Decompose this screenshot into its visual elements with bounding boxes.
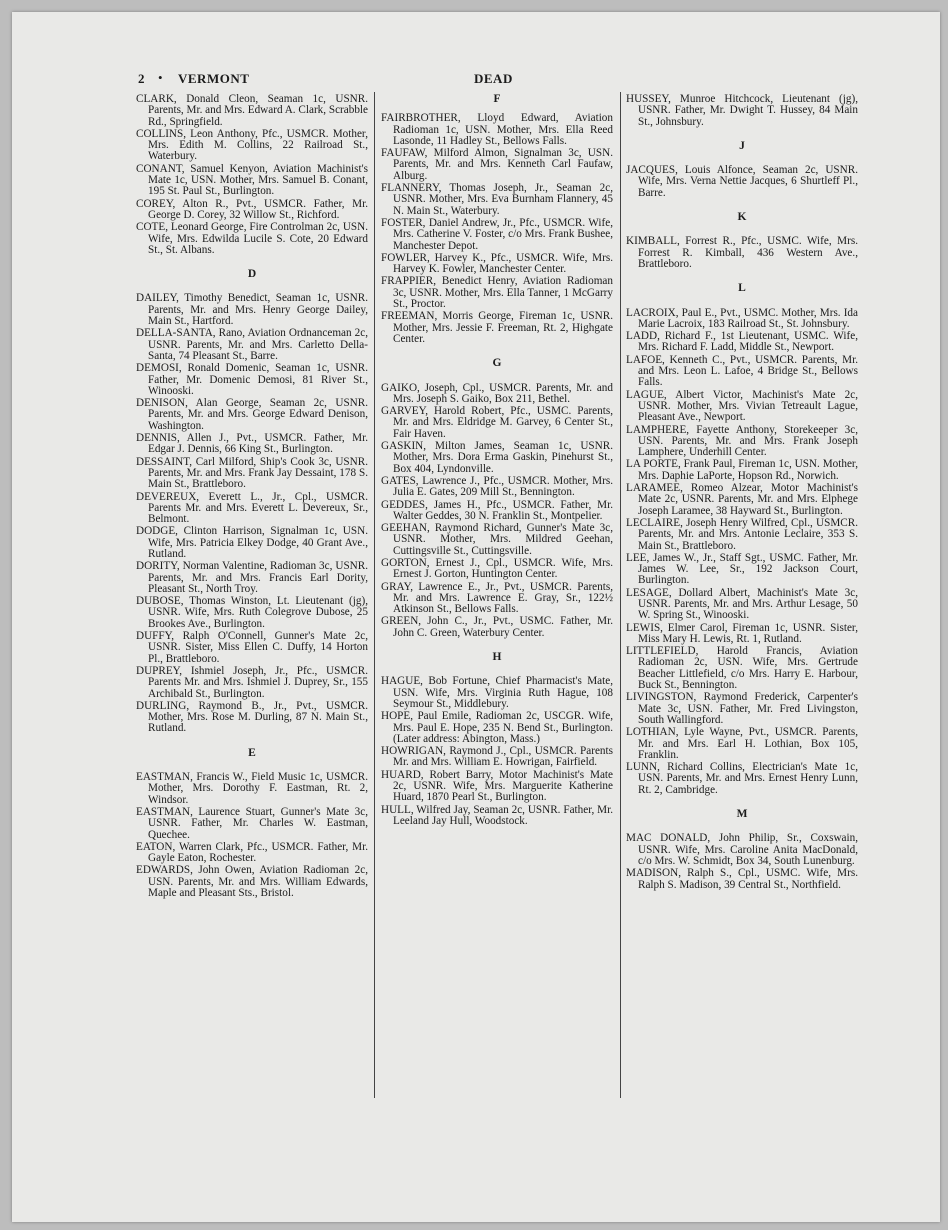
casualty-entry: FREEMAN, Morris George, Fireman 1c, USNR. Mother, Mrs. Jessie F. Freeman, Rt. 2, Highgate Center.	[381, 310, 613, 345]
casualty-entry: DURLING, Raymond B., Jr., Pvt., USMCR. Mother, Mrs. Rose M. Durling, 87 N. Main St., Rutland.	[136, 699, 368, 735]
casualty-entry: FOWLER, Harvey K., Pfc., USMCR. Wife, Mrs. Harvey K. Fowler, Manchester Center.	[381, 251, 613, 276]
casualty-entry: LECLAIRE, Joseph Henry Wilfred, Cpl., USMCR. Parents, Mr. and Mrs. Antonie Leclaire, 353 S. Main St., Brattleboro.	[626, 516, 858, 552]
casualty-entry: LEE, James W., Jr., Staff Sgt., USMC. Father, Mr. James W. Lee, Sr., 192 Jackson Court, Burlington.	[626, 551, 858, 587]
section-letter: E	[248, 746, 256, 759]
casualty-entry: LAMPHERE, Fayette Anthony, Storekeeper 3c, USN. Parents, Mr. and Mrs. Frank Joseph Lamphere, Underhill Center.	[626, 423, 858, 459]
casualty-entry: DORITY, Norman Valentine, Radioman 3c, USNR. Parents, Mr. and Mrs. Francis Earl Dority, Pleasant St., North Troy.	[136, 560, 368, 595]
casualty-entry: GASKIN, Milton James, Seaman 1c, USNR. Mother, Mrs. Dora Erma Gaskin, Pinehurst St., Box 404, Lyndonville.	[381, 440, 613, 475]
casualty-entry: DUPREY, Ishmiel Joseph, Jr., Pfc., USMCR. Parents Mr. and Mrs. Ishmiel J. Duprey, Sr., 155 Archibald St., Burlington.	[136, 664, 368, 700]
page-header	[134, 69, 874, 91]
casualty-entry: EASTMAN, Francis W., Field Music 1c, USMCR. Mother, Mrs. Dorothy F. Eastman, Rt. 2, Windsor.	[136, 771, 368, 806]
section-letter: F	[493, 93, 501, 105]
section-letter: M	[736, 808, 748, 821]
casualty-entry: HUARD, Robert Barry, Motor Machinist's Mate 2c, USNR. Wife, Mrs. Marguerite Katherine Huard, 1870 Pearl St., Burlington.	[381, 768, 613, 804]
section-letter: H	[492, 651, 502, 664]
column-2	[381, 94, 613, 828]
document-page	[12, 12, 940, 1222]
casualty-entry: DESSAINT, Carl Milford, Ship's Cook 3c, USNR. Parents, Mr. and Mrs. Frank Jay Dessaint, 178 S. Main St., Brattleboro.	[136, 455, 368, 491]
casualty-entry: JACQUES, Louis Alfonce, Seaman 2c, USNR. Wife, Mrs. Verna Nettie Jacques, 6 Shurtleff Pl., Barre.	[626, 164, 858, 199]
column-3	[626, 94, 858, 892]
casualty-entry: LIVINGSTON, Raymond Frederick, Carpenter's Mate 3c, USN. Father, Mr. Fred Livingston, South Wallingford.	[626, 691, 858, 726]
casualty-entry: LA PORTE, Frank Paul, Fireman 1c, USN. Mother, Mrs. Daphie LaPorte, Hopson Rd., Norwich.	[626, 458, 858, 482]
casualty-entry: EATON, Warren Clark, Pfc., USMCR. Father, Mr. Gayle Eaton, Rochester.	[136, 840, 368, 865]
casualty-entry: COLLINS, Leon Anthony, Pfc., USMCR. Mother, Mrs. Edith M. Collins, 22 Railroad St., Waterbury.	[136, 127, 368, 163]
casualty-entry: FAIRBROTHER, Lloyd Edward, Aviation Radioman 1c, USN. Mother, Mrs. Ella Reed Lasonde, 11 Hadley St., Bellows Falls.	[381, 112, 613, 147]
casualty-entry: FOSTER, Daniel Andrew, Jr., Pfc., USMCR. Wife, Mrs. Catherine V. Foster, c/o Mrs. Frank Bushee, Manchester Depot.	[381, 216, 613, 252]
casualty-entry: KIMBALL, Forrest R., Pfc., USMC. Wife, Mrs. Forrest R. Kimball, 436 Western Ave., Brattleboro.	[626, 235, 858, 270]
casualty-entry: COTE, Leonard George, Fire Controlman 2c, USN. Wife, Mrs. Edwilda Lucile S. Cote, 20 Edward St., St. Albans.	[136, 221, 368, 256]
column-1	[136, 94, 368, 900]
casualty-entry: GORTON, Ernest J., Cpl., USMCR. Wife, Mrs. Ernest J. Gorton, Huntington Center.	[381, 556, 613, 581]
casualty-entry: DENISON, Alan George, Seaman 2c, USNR. Parents, Mr. and Mrs. George Edward Denison, Washington.	[136, 397, 368, 432]
casualty-entry: EASTMAN, Laurence Stuart, Gunner's Mate 3c, USNR. Father, Mr. Charles W. Eastman, Quechee.	[136, 805, 368, 841]
casualty-entry: LARAMEE, Romeo Alzear, Motor Machinist's Mate 2c, USNR. Parents, Mr. and Mrs. Elphege Joseph Laramee, 38 Hayward St., Burlington.	[626, 482, 858, 517]
casualty-entry: DAILEY, Timothy Benedict, Seaman 1c, USNR. Parents, Mr. and Mrs. Henry George Dailey, Main St., Hartford.	[136, 292, 368, 328]
casualty-entry: HAGUE, Bob Fortune, Chief Pharmacist's Mate, USN. Wife, Mrs. Virginia Ruth Hague, 108 Seymour St., Middlebury.	[381, 675, 613, 710]
casualty-entry: GATES, Lawrence J., Pfc., USMCR. Mother, Mrs. Julia E. Gates, 209 Mill St., Bennington.	[381, 474, 613, 499]
casualty-entry: LUNN, Richard Collins, Electrician's Mate 1c, USN. Parents, Mr. and Mrs. Ernest Henry Lunn, Rt. 2, Cambridge.	[626, 761, 858, 796]
casualty-entry: CLARK, Donald Cleon, Seaman 1c, USNR. Parents, Mr. and Mrs. Edward A. Clark, Scrabble Rd., Springfield.	[136, 93, 368, 128]
casualty-entry: DENNIS, Allen J., Pvt., USMCR. Father, Mr. Edgar J. Dennis, 66 King St., Burlington.	[136, 432, 368, 456]
section-letter: D	[247, 268, 257, 281]
casualty-entry: FAUFAW, Milford Almon, Signalman 3c, USN. Parents, Mr. and Mrs. Kenneth Carl Faufaw, Alburg.	[381, 147, 613, 182]
casualty-entry: DODGE, Clinton Harrison, Signalman 1c, USN. Wife, Mrs. Patricia Elkey Dodge, 40 Grant Ave., Rutland.	[136, 525, 368, 560]
casualty-entry: HOPE, Paul Emile, Radioman 2c, USCGR. Wife, Mrs. Paul E. Hope, 235 N. Bend St., Burlington. (Later address: Abington, Mass.)	[381, 710, 613, 745]
casualty-entry: FLANNERY, Thomas Joseph, Jr., Seaman 2c, USNR. Mother, Mrs. Eva Burnham Flannery, 45 N. Main St., Waterbury.	[381, 182, 613, 217]
casualty-entry: EDWARDS, John Owen, Aviation Radioman 2c, USN. Parents, Mr. and Mrs. William Edwards, Maple and Pleasant Sts., Bristol.	[136, 864, 368, 899]
section-letter: L	[738, 282, 746, 295]
casualty-entry: GAIKO, Joseph, Cpl., USMCR. Parents, Mr. and Mrs. Joseph S. Gaiko, Box 211, Bethel.	[381, 381, 613, 405]
page-number: 2	[138, 71, 145, 86]
column-divider	[620, 92, 621, 1098]
section-letter: J	[739, 139, 745, 152]
casualty-entry: HUSSEY, Munroe Hitchcock, Lieutenant (jg), USNR. Father, Mr. Dwight T. Hussey, 84 Main St., Johnsbury.	[626, 93, 858, 128]
casualty-entry: LADD, Richard F., 1st Lieutenant, USMC. Wife, Mrs. Richard F. Ladd, Middle St., Newport.	[626, 330, 858, 354]
casualty-entry: DUBOSE, Thomas Winston, Lt. Lieutenant (jg), USNR. Wife, Mrs. Ruth Colegrove Dubose, 25 Brookes Ave., Burlington.	[136, 595, 368, 630]
column-divider	[374, 92, 375, 1098]
state-name: VERMONT	[178, 71, 250, 86]
casualty-entry: CONANT, Samuel Kenyon, Aviation Machinist's Mate 1c, USN. Mother, Mrs. Samuel B. Conant, 195 St. Paul St., Burlington.	[136, 162, 368, 198]
casualty-entry: LACROIX, Paul E., Pvt., USMC. Mother, Mrs. Ida Marie Lacroix, 183 Railroad St., St. Johnsbury.	[626, 306, 858, 330]
casualty-entry: LAGUE, Albert Victor, Machinist's Mate 2c, USNR. Mother, Mrs. Vivian Tetreault Lague, Pleasant Ave., Newport.	[626, 388, 858, 424]
casualty-entry: GARVEY, Harold Robert, Pfc., USMC. Parents, Mr. and Mrs. Eldridge M. Garvey, 6 Center St., Fair Haven.	[381, 405, 613, 440]
page-title: DEAD	[474, 71, 513, 86]
casualty-entry: DELLA-SANTA, Rano, Aviation Ordnanceman 2c, USNR. Parents, Mr. and Mrs. Carletto Della-Santa, 74 Pleasant St., Barre.	[136, 327, 368, 362]
casualty-entry: GRAY, Lawrence E., Jr., Pvt., USMCR. Parents, Mr. and Mrs. Lawrence E. Gray, Sr., 122½ Atkinson St., Bellows Falls.	[381, 580, 613, 616]
casualty-entry: LEWIS, Elmer Carol, Fireman 1c, USNR. Sister, Miss Mary H. Lewis, Rt. 1, Rutland.	[626, 621, 858, 645]
casualty-entry: DEVEREUX, Everett L., Jr., Cpl., USMCR. Parents Mr. and Mrs. Everett L. Devereux, Sr., Belmont.	[136, 490, 368, 526]
casualty-entry: MAC DONALD, John Philip, Sr., Coxswain, USNR. Wife, Mrs. Caroline Anita MacDonald, c/o Mrs. W. Schmidt, Box 34, South Lunenburg.	[626, 832, 858, 867]
casualty-entry: LESAGE, Dollard Albert, Machinist's Mate 3c, USNR. Parents, Mr. and Mrs. Arthur Lesage, 50 W. Spring St., Winooski.	[626, 586, 858, 622]
casualty-entry: LOTHIAN, Lyle Wayne, Pvt., USMCR. Parents, Mr. and Mrs. Earl H. Lothian, Box 105, Franklin.	[626, 726, 858, 761]
casualty-entry: COREY, Alton R., Pvt., USMCR. Father, Mr. George D. Corey, 32 Willow St., Richford.	[136, 197, 368, 221]
casualty-entry: DUFFY, Ralph O'Connell, Gunner's Mate 2c, USNR. Sister, Miss Ellen C. Duffy, 14 Horton Pl., Brattleboro.	[136, 630, 368, 665]
section-letter: G	[492, 357, 502, 370]
casualty-entry: FRAPPIER, Benedict Henry, Aviation Radioman 3c, USNR. Mother, Mrs. Ella Tanner, 1 McGarry St., Proctor.	[381, 275, 613, 311]
casualty-entry: LITTLEFIELD, Harold Francis, Aviation Radioman 2c, USN. Wife, Mrs. Gertrude Beacher Littlefield, c/o Mrs. Harry E. Harbour, Buck St., Bennington.	[626, 645, 858, 692]
casualty-entry: MADISON, Ralph S., Cpl., USMC. Wife, Mrs. Ralph S. Madison, 39 Central St., Northfield.	[626, 867, 858, 891]
casualty-entry: GREEN, John C., Jr., Pvt., USMC. Father, Mr. John C. Green, Waterbury Center.	[381, 615, 613, 639]
casualty-entry: GEEHAN, Raymond Richard, Gunner's Mate 3c, USNR. Mother, Mrs. Mildred Geehan, Cuttingsville St., Cuttingsville.	[381, 522, 613, 557]
casualty-entry: LAFOE, Kenneth C., Pvt., USMCR. Parents, Mr. and Mrs. Leon L. Lafoe, 4 Bridge St., Bellows Falls.	[626, 353, 858, 389]
header-bullet: •	[158, 70, 163, 85]
casualty-entry: DEMOSI, Ronald Domenic, Seaman 1c, USNR. Father, Mr. Domenic Demosi, 81 River St., Winooski.	[136, 362, 368, 397]
section-letter: K	[737, 211, 747, 224]
casualty-entry: HULL, Wilfred Jay, Seaman 2c, USNR. Father, Mr. Leeland Jay Hull, Woodstock.	[381, 803, 613, 827]
casualty-entry: GEDDES, James H., Pfc., USMCR. Father, Mr. Walter Geddes, 30 N. Franklin St., Montpelier.	[381, 498, 613, 522]
casualty-entry: HOWRIGAN, Raymond J., Cpl., USMCR. Parents Mr. and Mrs. William E. Howrigan, Fairfield.	[381, 745, 613, 769]
